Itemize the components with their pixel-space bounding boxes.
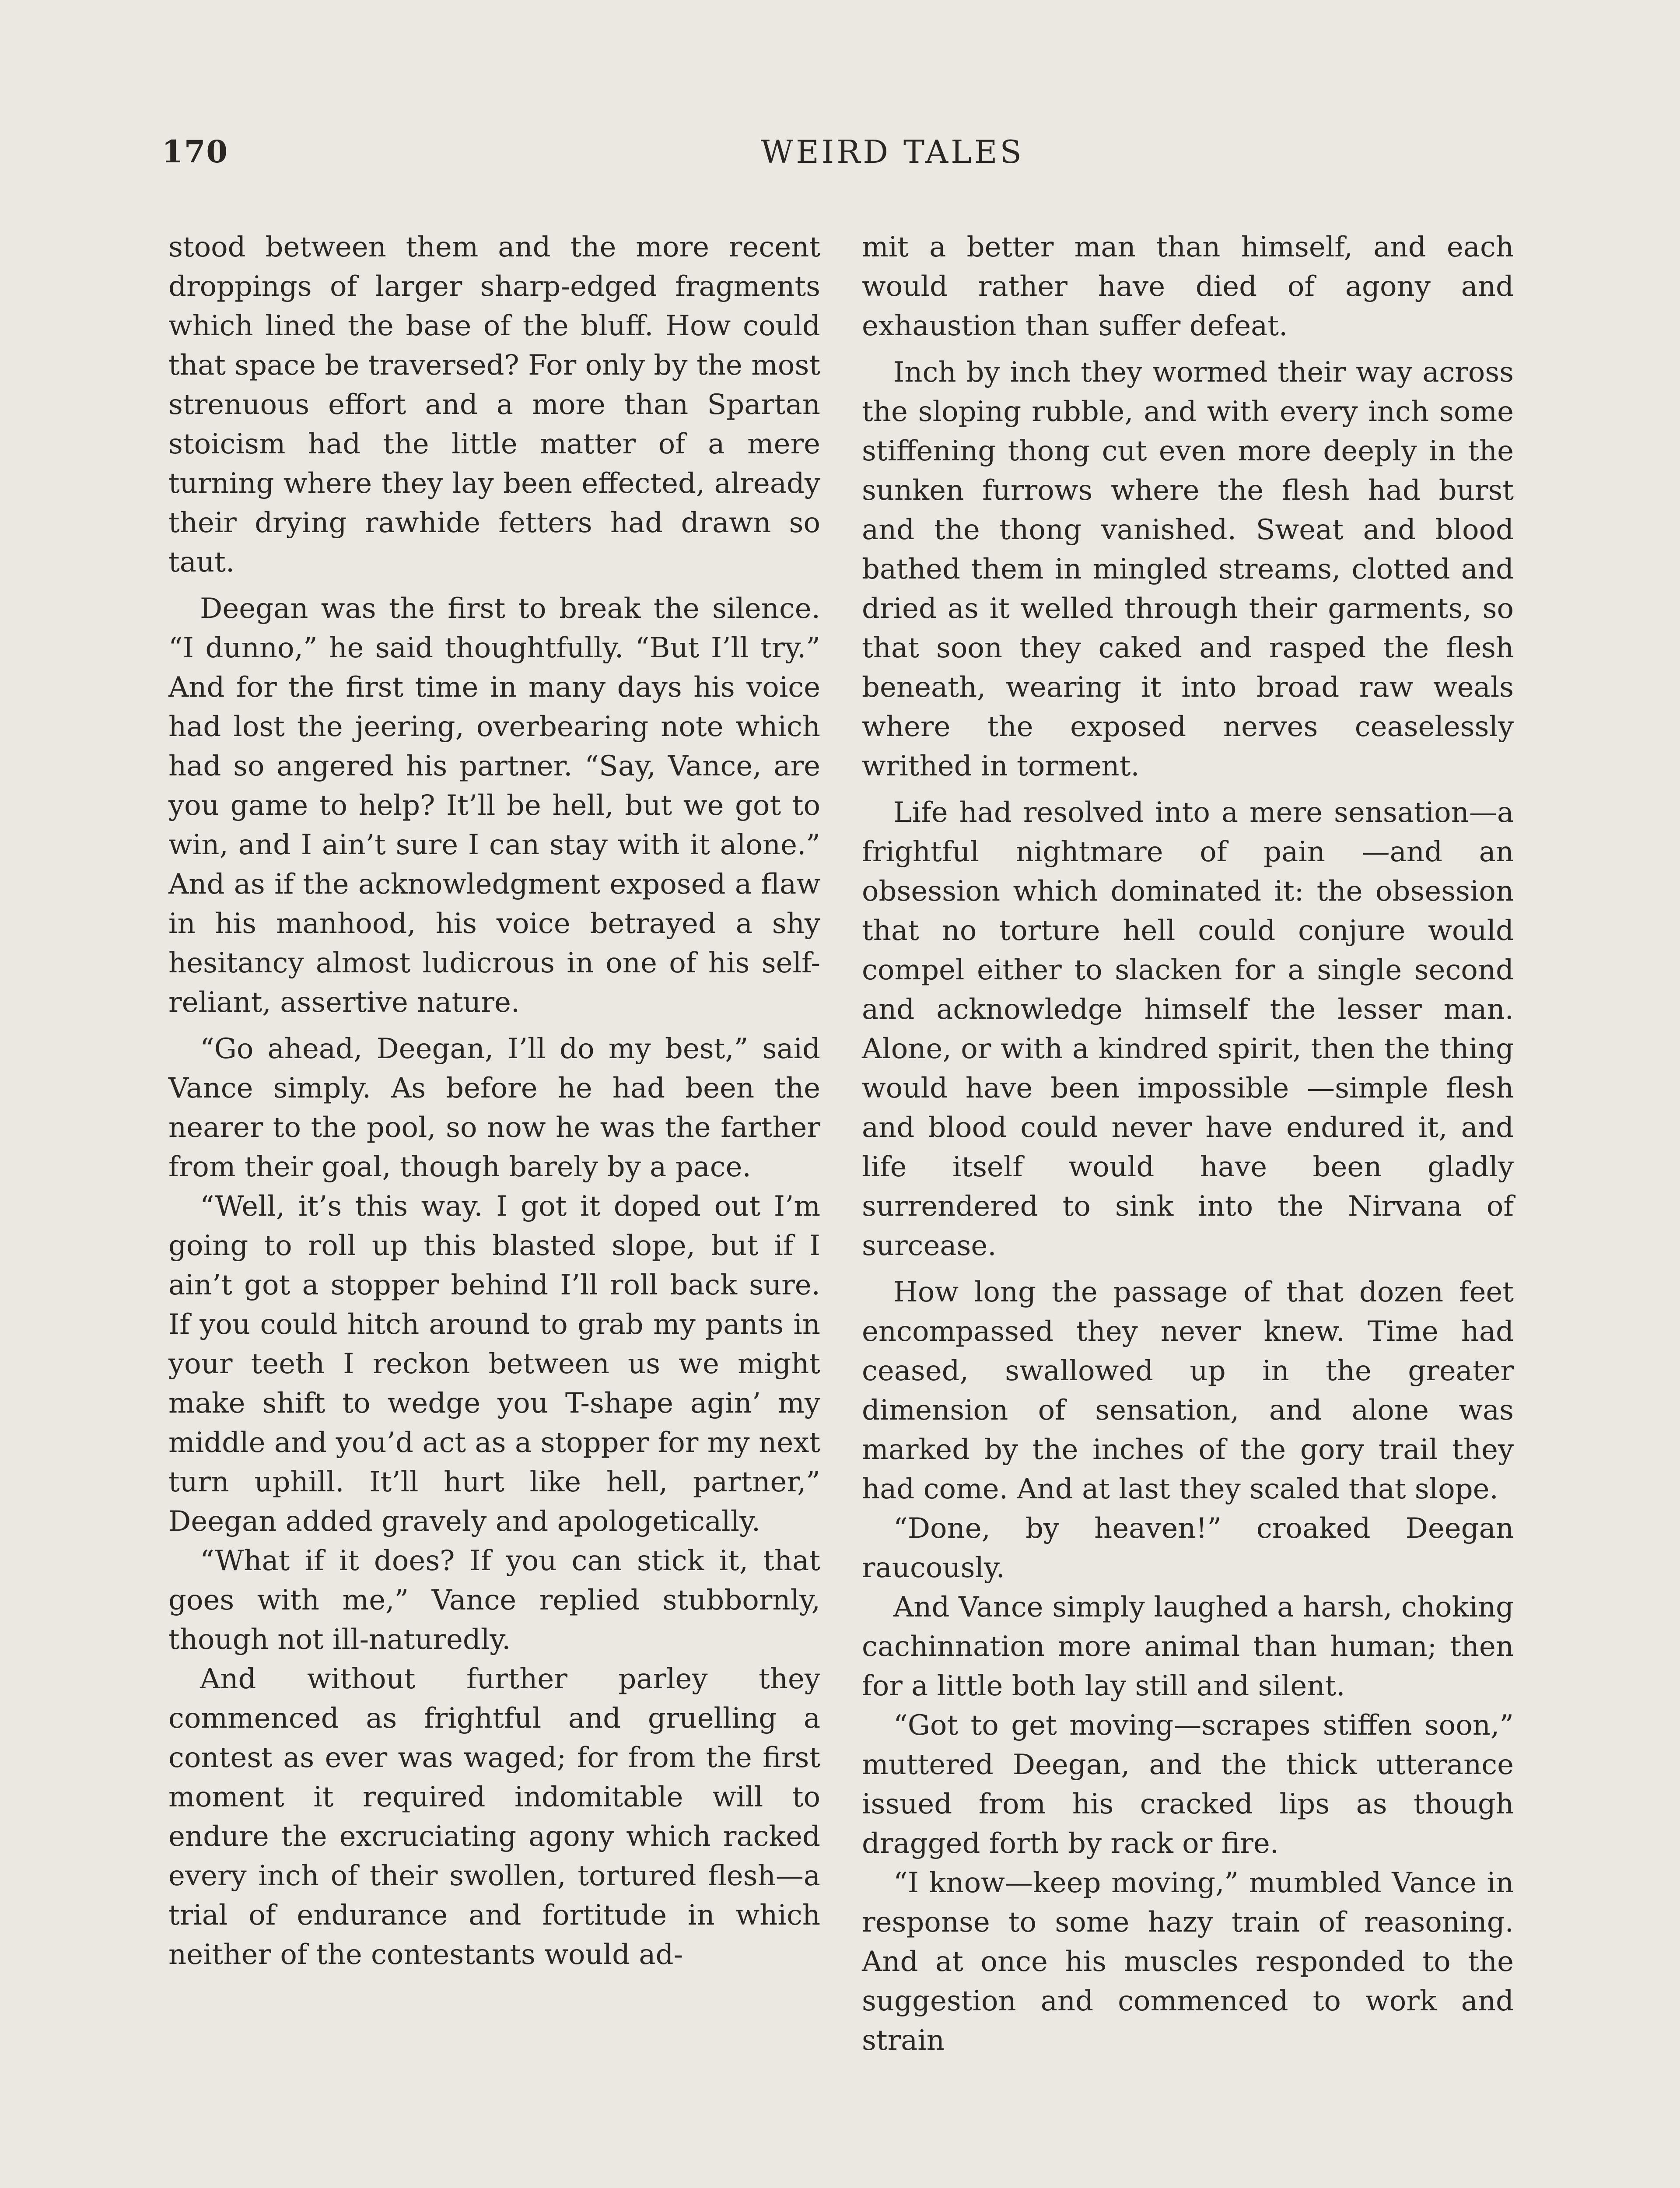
- paragraph: And without further parley they commenced as frightful and gruelling a contest as ever was waged; for from the first moment it required indomitable will to endure the excruciating agony which racked every inch of their swollen, tortured flesh—a trial of endurance and fortitude in which neither of the contestants would ad-: [168, 1663, 820, 1971]
- paragraph: And Vance simply laughed a harsh, choking cachinnation more animal than human; then for a little both lay still and silent.: [862, 1591, 1514, 1702]
- running-head: WEIRD TALES: [761, 133, 1024, 170]
- paragraph: “Well, it’s this way. I got it doped out I’m going to roll up this blasted slope, but if I ain’t got a stopper behind I’ll roll back sure. If you could hitch around to grab my pants in your teeth I reckon between us we might make shift to wedge you T-shape agin’ my middle and you’d act as a stopper for my next turn uphill. It’ll hurt like hell, partner,” Deegan added gravely and apologetically.: [168, 1190, 820, 1538]
- paragraph: mit a better man than himself, and each would rather have died of agony and exhaustion than suffer defeat.: [862, 231, 1514, 342]
- paragraph: Inch by inch they wormed their way across the sloping rubble, and with every inch some stiffening thong cut even more deeply in the sunken furrows where the flesh had burst and the thong vanished. Sweat and blood bathed them in mingled streams, clotted and dried as it welled through their garments, so that soon they caked and rasped the flesh beneath, wearing it into broad raw weals where the exposed nerves ceaselessly writhed in torment.: [862, 356, 1514, 782]
- paragraph: “Go ahead, Deegan, I’ll do my best,” said Vance simply. As before he had been the nearer to the pool, so now he was the farther from their goal, though barely by a pace.: [168, 1033, 820, 1183]
- page-number: 170: [162, 133, 229, 170]
- left-column: [168, 228, 820, 1974]
- paragraph: “I know—keep moving,” mumbled Vance in response to some hazy train of reasoning. And at once his muscles responded to the suggestion and commenced to work and strain: [862, 1867, 1514, 2057]
- paragraph: “Done, by heaven!” croaked Deegan raucously.: [862, 1512, 1514, 1584]
- paragraph: Life had resolved into a mere sensation—a frightful nightmare of pain —and an obsession which dominated it: the obsession that no torture hell could conjure would compel either to slacken for a single second and acknowledge himself the lesser man. Alone, or with a kindred spirit, then the thing would have been impossible —simple flesh and blood could never have endured it, and life itself would have been gladly surrendered to sink into the Nirvana of surcease.: [862, 796, 1514, 1262]
- paragraph: stood between them and the more recent droppings of larger sharp-edged fragments which lined the base of the bluff. How could that space be traversed? For only by the most strenuous effort and a more than Spartan stoicism had the little matter of a mere turning where they lay been effected, already their drying rawhide fetters had drawn so taut.: [168, 231, 820, 579]
- paragraph: How long the passage of that dozen feet encompassed they never knew. Time had ceased, swallowed up in the greater dimension of sensation, and alone was marked by the inches of the gory trail they had come. And at last they scaled that slope.: [862, 1276, 1514, 1505]
- paragraph: “What if it does? If you can stick it, that goes with me,” Vance replied stubbornly, though not ill-naturedly.: [168, 1545, 820, 1656]
- right-column: [862, 228, 1514, 2060]
- paragraph: “Got to get moving—scrapes stiffen soon,” muttered Deegan, and the thick utterance issued from his cracked lips as though dragged forth by rack or fire.: [862, 1709, 1514, 1860]
- paragraph: Deegan was the first to break the silence. “I dunno,” he said thoughtfully. “But I’ll try.” And for the first time in many days his voice had lost the jeering, overbearing note which had so angered his partner. “Say, Vance, are you game to help? It’ll be hell, but we got to win, and I ain’t sure I can stay with it alone.” And as if the acknowledgment exposed a flaw in his manhood, his voice betrayed a shy hesitancy almost ludicrous in one of his self-reliant, assertive nature.: [168, 593, 820, 1019]
